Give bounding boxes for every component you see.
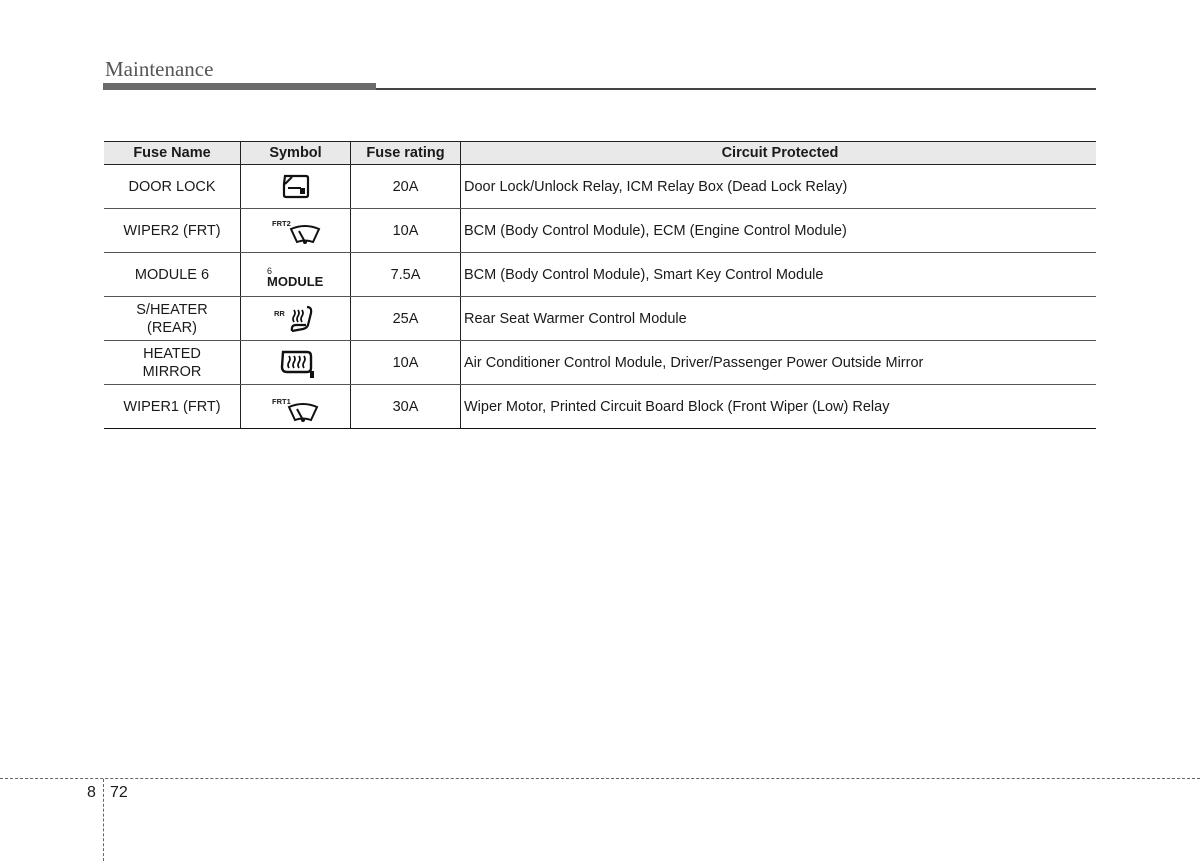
circuit-protected: Door Lock/Unlock Relay, ICM Relay Box (Dead Lock Relay) (461, 165, 1097, 209)
circuit-protected: Wiper Motor, Printed Circuit Board Block (Front Wiper (Low) Relay (461, 385, 1097, 429)
door-lock-icon (281, 173, 311, 199)
module-symbol-text: MODULE (267, 274, 324, 289)
table-row (104, 253, 1096, 297)
column-header-circuit-protected: Circuit Protected (461, 142, 1097, 165)
fuse-name-cell (104, 165, 241, 209)
symbol-cell (241, 209, 351, 253)
fuse-name-cell (104, 341, 241, 385)
fuse-name: WIPER2 (FRT) (123, 222, 221, 239)
table-row (104, 385, 1096, 429)
symbol-cell (241, 165, 351, 209)
symbol-tag: FRT2 (272, 219, 291, 228)
heated-mirror-icon (279, 349, 315, 379)
wiper-icon (288, 224, 322, 246)
column-header-fuse-name: Fuse Name (104, 142, 241, 165)
table-row (104, 297, 1096, 341)
circuit-protected: BCM (Body Control Module), Smart Key Control Module (461, 253, 1097, 297)
wiper-icon (286, 402, 320, 424)
table-row (104, 341, 1096, 385)
fuse-rating: 10A (351, 341, 461, 385)
seat-heater-icon (289, 305, 315, 335)
table-header-row (104, 142, 1096, 165)
fuse-name-cell (104, 209, 241, 253)
footer-vertical-divider (103, 779, 104, 861)
circuit-protected: Rear Seat Warmer Control Module (461, 297, 1097, 341)
fuse-name: MODULE 6 (134, 266, 210, 283)
symbol-tag: RR (274, 309, 285, 318)
symbol-cell (241, 341, 351, 385)
page-number: 72 (110, 784, 128, 801)
footer-divider (0, 778, 1200, 779)
column-header-symbol: Symbol (241, 142, 351, 165)
column-header-fuse-rating: Fuse rating (351, 142, 461, 165)
chapter-number: 8 (87, 784, 96, 801)
fuse-name: WIPER1 (FRT) (123, 398, 221, 415)
fuse-table (104, 141, 1096, 429)
fuse-name-line-1: S/HEATER (136, 301, 208, 318)
header-rule-thin (376, 88, 1096, 90)
fuse-name-cell (104, 253, 241, 297)
circuit-protected: Air Conditioner Control Module, Driver/Passenger Power Outside Mirror (461, 341, 1097, 385)
symbol-cell (241, 385, 351, 429)
fuse-name-line-1: HEATED (143, 345, 201, 362)
fuse-rating: 25A (351, 297, 461, 341)
fuse-rating: 7.5A (351, 253, 461, 297)
fuse-rating: 30A (351, 385, 461, 429)
symbol-cell (241, 253, 351, 297)
fuse-name-cell (104, 385, 241, 429)
section-title: Maintenance (105, 57, 214, 81)
fuse-name-line-2: MIRROR (142, 363, 202, 380)
circuit-protected: BCM (Body Control Module), ECM (Engine Control Module) (461, 209, 1097, 253)
header-rule-thick (103, 83, 376, 90)
fuse-name-line-2: (REAR) (147, 319, 197, 336)
fuse-rating: 20A (351, 165, 461, 209)
table-row (104, 165, 1096, 209)
fuse-rating: 10A (351, 209, 461, 253)
symbol-cell (241, 297, 351, 341)
table-row (104, 209, 1096, 253)
fuse-name: DOOR LOCK (128, 178, 216, 195)
symbol-tag: FRT1 (272, 397, 291, 406)
module-number: 6 (267, 266, 273, 276)
fuse-name-cell (104, 297, 241, 341)
